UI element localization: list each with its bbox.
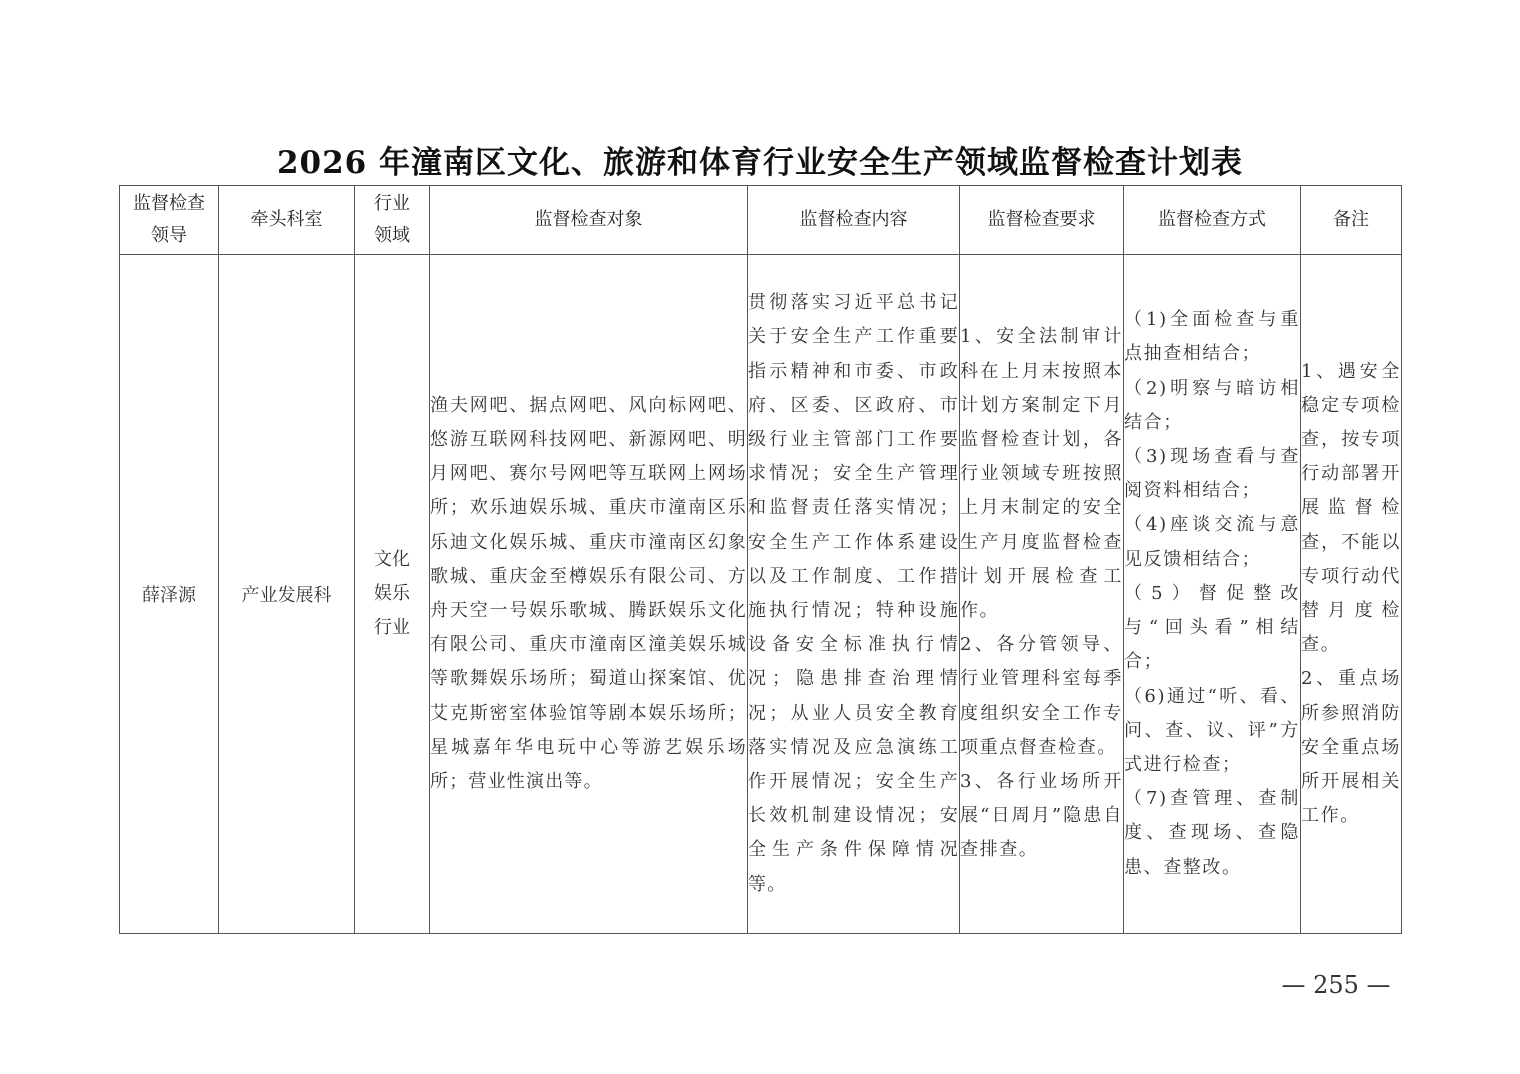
header-remarks: 备注 [1301,186,1402,255]
method-item: （4)座谈交流与意见反馈相结合； [1124,514,1300,570]
requirement-item: 1、安全法制审计科在上月末按照本计划方案制定下月监督检查计划，各行业领域专班按照上月末制定的安全生产月度监督检查计划开展检查工作。 [960,326,1123,621]
header-leader-line1: 监督检查 [133,193,205,214]
page-number [1278,970,1394,1000]
cell-field [355,255,430,934]
method-item: （5）督促整改与“回头看”相结合； [1124,582,1300,673]
method-item: （2)明察与暗访相结合； [1124,377,1300,433]
header-requirements: 监督检查要求 [960,186,1124,255]
method-item: （6)通过“听、看、问、查、议、评”方式进行检查； [1124,685,1300,775]
cell-remarks [1301,255,1402,934]
method-item: （1)全面检查与重点抽查相结合； [1124,309,1300,365]
header-leader [120,186,219,255]
table-header-row [120,186,1402,255]
inspection-plan-table [119,185,1402,934]
page-number-dash-left: — [1281,971,1306,999]
cell-department: 产业发展科 [219,255,355,934]
table-row [120,255,1402,934]
cell-methods [1124,255,1301,934]
field-line: 行业 [374,617,410,638]
remark-item: 2、重点场所参照消防安全重点场所开展相关工作。 [1301,668,1401,827]
page-number-value: 255 [1313,971,1359,999]
header-field-line1: 行业 [374,193,410,214]
header-field-line2: 领域 [374,225,410,246]
cell-targets: 渔夫网吧、据点网吧、风向标网吧、悠游互联网科技网吧、新源网吧、明月网吧、赛尔号网吧等互联网上网场所；欢乐迪娱乐城、重庆市潼南区乐乐迪文化娱乐城、重庆市潼南区幻象歌城、重庆金至樽娱乐有限公司、方舟天空一号娱乐歌城、腾跃娱乐文化有限公司、重庆市潼南区潼美娱乐城等歌舞娱乐场所；蜀道山探案馆、优艾克斯密室体验馆等剧本娱乐场所；星城嘉年华电玩中心等游艺娱乐场所；营业性演出等。 [430,255,748,934]
field-line: 文化 [374,549,410,570]
requirement-item: 3、各行业场所开展“日周月”隐患自查排查。 [960,771,1123,861]
header-content: 监督检查内容 [748,186,960,255]
header-field [355,186,430,255]
field-line: 娱乐 [374,583,410,604]
requirement-item: 2、各分管领导、行业管理科室每季度组织安全工作专项重点督查检查。 [960,634,1123,758]
cell-content: 贯彻落实习近平总书记关于安全生产工作重要指示精神和市委、市政府、区委、区政府、市级行业主管部门工作要求情况；安全生产管理和监督责任落实情况；安全生产工作体系建设以及工作制度、工作措施执行情况；特种设施设备安全标准执行情况；隐患排查治理情况；从业人员安全教育落实情况及应急演练工作开展情况；安全生产长效机制建设情况；安全生产条件保障情况等。 [748,255,960,934]
method-item: （3)现场查看与查阅资料相结合； [1124,446,1300,502]
document-title: 2026 年潼南区文化、旅游和体育行业安全生产领域监督检查计划表 [276,145,1244,181]
cell-leader: 薛泽源 [120,255,219,934]
remark-item: 1、遇安全稳定专项检查，按专项行动部署开展监督检查，不能以专项行动代替月度检查。 [1301,360,1401,656]
page-number-dash-right: — [1366,971,1391,999]
method-item: （7)查管理、查制度、查现场、查隐患、查整改。 [1124,788,1300,878]
header-methods: 监督检查方式 [1124,186,1301,255]
header-leader-line2: 领导 [151,225,187,246]
header-targets: 监督检查对象 [430,186,748,255]
cell-requirements [960,255,1124,934]
header-department: 牵头科室 [219,186,355,255]
